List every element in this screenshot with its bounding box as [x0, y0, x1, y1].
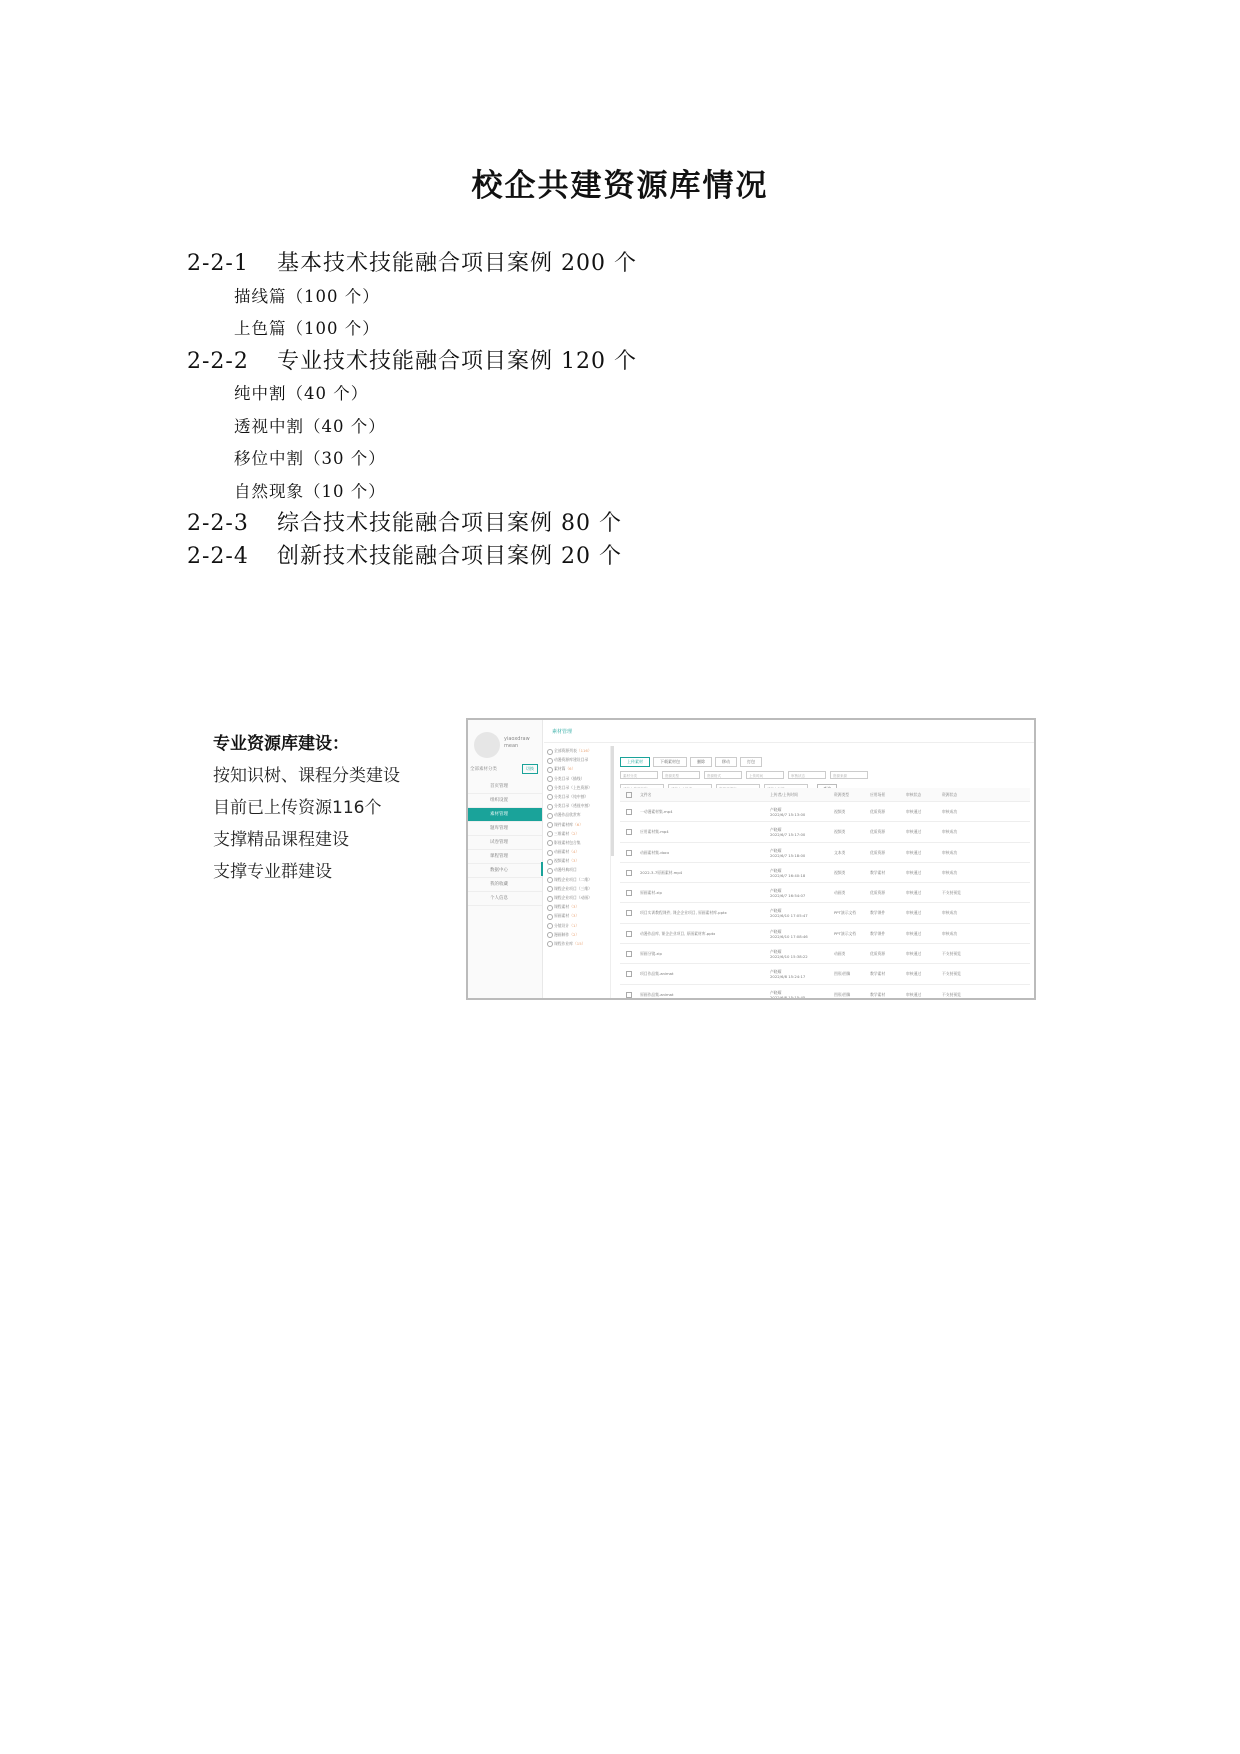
toolbar-button[interactable]: 打包	[740, 757, 762, 767]
uploader: 卢晓耀	[770, 847, 782, 853]
resource-type: 视频类	[834, 809, 846, 814]
audit-status: 审核通过	[906, 930, 922, 936]
resource-status: 审核成功	[942, 869, 958, 875]
tree-item[interactable]	[544, 902, 610, 911]
uploader: 卢晓耀	[770, 969, 782, 975]
row-checkbox[interactable]	[626, 951, 632, 957]
tree-item[interactable]: 课程企业项目（二维）	[544, 875, 610, 884]
table-row[interactable]	[620, 843, 1030, 863]
sidebar-menu-item[interactable]: 我的收藏	[468, 878, 542, 892]
resource-status: 审核成功	[942, 829, 958, 835]
uploader-cell	[770, 929, 808, 939]
tree-item-label: 课程素材	[554, 904, 570, 910]
uploader: 卢晓耀	[770, 827, 782, 833]
tree-item[interactable]	[544, 856, 610, 865]
uploader-cell	[770, 848, 805, 858]
audit-status: 审核通过	[906, 890, 922, 896]
resource-status: 审核成功	[942, 910, 958, 916]
audit-status: 审核通过	[906, 951, 922, 957]
sidebar-menu-item[interactable]: 个人信息	[468, 892, 542, 906]
resource-status: 审核成功	[942, 930, 958, 936]
sidebar-menu-item[interactable]: 题库管理	[468, 822, 542, 836]
tree-item[interactable]: 分类目录（透视中割）	[544, 801, 610, 810]
sidebar-menu-item[interactable]: 课程管理	[468, 850, 542, 864]
application-scene: 优质资源	[870, 809, 886, 814]
uploader: 卢晓耀	[770, 928, 782, 934]
row-checkbox[interactable]	[626, 971, 632, 977]
sub-item: 纯中割（40 个）	[234, 384, 369, 403]
upload-time: 2022/6/7 15:17:00	[770, 832, 806, 838]
figure-caption-block	[213, 728, 400, 888]
tree-item[interactable]: 动漫作品欣赏库	[544, 810, 610, 819]
application-scene: 教学课件	[870, 930, 886, 936]
table-row[interactable]	[620, 883, 1030, 903]
resource-type: 动画类	[834, 890, 846, 896]
resource-table	[620, 788, 1030, 1000]
column-header: 资源状态	[942, 792, 958, 797]
tree-item-label: 原画素材	[554, 913, 570, 919]
sub-item: 移位中割（30 个）	[234, 449, 386, 468]
section-heading: 综合技术技能融合项目案例 80 个	[277, 511, 622, 536]
sidebar-menu-item[interactable]: 数据中心	[468, 864, 542, 878]
uploader-cell	[770, 868, 805, 878]
toolbar-button[interactable]: 删除	[690, 757, 712, 767]
section-2-2-3	[187, 508, 637, 541]
upload-time: 2022/6/7 15:13:00	[770, 812, 806, 817]
section-2-2-2	[187, 346, 637, 509]
breadcrumb-current[interactable]: 素材管理	[552, 729, 573, 735]
sub-item: 描线篇（100 个）	[234, 286, 380, 306]
audit-status: 审核通过	[906, 849, 922, 855]
audit-status: 审核通过	[906, 971, 922, 977]
tree-item-label: 视频素材	[554, 858, 570, 864]
application-scene: 教学素材	[870, 869, 886, 875]
resource-system-screenshot	[466, 718, 1036, 1000]
sub-item: 自然现象（10 个）	[234, 481, 386, 501]
uploader-cell	[770, 990, 805, 1000]
uploader: 卢晓耀	[770, 867, 782, 873]
file-name[interactable]: 应用素材集.mp4	[640, 829, 669, 835]
uploader: 卢晓耀	[770, 949, 782, 955]
column-header: 上传者/上传时间	[770, 792, 798, 797]
filter-select[interactable]: 资源来源	[830, 771, 868, 779]
section-heading: 基本技术技能融合项目案例 200 个	[277, 251, 637, 276]
file-name[interactable]: 项目作品集.animat	[640, 971, 674, 977]
upload-time: 2022/6/7 16:40:18	[770, 872, 806, 878]
document-title: 校企共建资源库情况	[471, 168, 769, 204]
resource-type: PPT演示文档	[834, 910, 857, 916]
filter-select[interactable]: 资源格式	[704, 771, 742, 779]
upload-time: 2022/6/10 17:08:46	[770, 933, 808, 939]
tree-item-label: 漫画制作	[554, 931, 570, 937]
resource-status: 审核成功	[942, 849, 958, 855]
sidebar-menu	[468, 780, 542, 906]
table-row[interactable]	[620, 903, 1030, 923]
resource-status: 审核成功	[942, 809, 958, 814]
switch-button[interactable]: 切换	[522, 764, 538, 774]
row-checkbox[interactable]	[626, 809, 632, 815]
file-name[interactable]: 原画作品集.animat	[640, 991, 674, 997]
sub-item: 透视中割（40 个）	[234, 416, 386, 436]
figure-line: 支撑专业群建设	[213, 862, 332, 882]
section-number: 2-2-2	[187, 348, 249, 374]
tree-item-count: （6）	[565, 766, 576, 772]
sidebar-menu-item[interactable]: 试卷管理	[468, 836, 542, 850]
tree-item[interactable]: 分类目录（纯中割）	[544, 792, 610, 801]
tree-item[interactable]	[544, 829, 610, 838]
figure-line: 按知识树、课程分类建设	[213, 766, 400, 786]
uploader: 卢晓耀	[770, 908, 782, 914]
column-header: 资源类型	[834, 792, 850, 797]
tree-item[interactable]	[544, 921, 610, 930]
table-row[interactable]	[620, 944, 1030, 964]
filter-select[interactable]: 审核状态	[788, 771, 826, 779]
tree-item-label: 动画素材	[554, 849, 570, 855]
outline	[187, 248, 637, 573]
filter-select[interactable]: 素材分类	[620, 771, 658, 779]
tree-item-count: （1）	[569, 922, 580, 928]
resource-panel	[616, 744, 1034, 1000]
audit-status: 审核通过	[906, 869, 922, 875]
tree-item-count: （4）	[569, 849, 580, 855]
app-sidebar	[468, 720, 543, 998]
file-name[interactable]: 动画素材集.docx	[640, 849, 670, 855]
toolbar-button[interactable]: 上传素材	[620, 757, 650, 767]
filter-select[interactable]: 上传时间	[746, 771, 784, 779]
uploader-cell	[770, 969, 805, 979]
application-scene: 优质资源	[870, 829, 886, 835]
tree-item-label: 分镜设计	[554, 922, 570, 928]
section-number: 2-2-4	[187, 543, 249, 569]
column-header: 审核状态	[906, 792, 922, 797]
file-name[interactable]: 动漫作品库, 课企企业项目, 原画素材库.pptx	[640, 930, 716, 936]
tree-item-label: 课程作业库	[554, 940, 573, 946]
username: yiaoxdraw	[504, 736, 530, 742]
section-2-2-1	[187, 248, 637, 346]
section-number: 2-2-1	[187, 251, 249, 276]
row-checkbox[interactable]	[626, 829, 632, 835]
uploader: 卢晓耀	[770, 888, 782, 894]
section-2-2-4	[187, 541, 637, 574]
application-scene: 教学素材	[870, 971, 886, 977]
table-row[interactable]	[620, 924, 1030, 944]
sidebar-menu-item[interactable]: 素材管理	[468, 808, 542, 822]
tree-item-count: （3）	[569, 904, 580, 910]
resource-type: PPT演示文档	[834, 930, 857, 936]
file-name[interactable]: 原画分镜.zip	[640, 951, 662, 957]
figure-line: 目前已上传资源116个	[213, 798, 382, 818]
resource-status: 不支持预览	[942, 991, 961, 997]
section-heading: 专业技术技能融合项目案例 120 个	[277, 348, 637, 374]
tree-item[interactable]: 课程企业项目（动画）	[544, 893, 610, 902]
figure-line: 支撑精品课程建设	[213, 830, 349, 850]
resource-type: 视频类	[834, 869, 846, 875]
resource-status: 不支持预览	[942, 951, 961, 957]
uploader-cell	[770, 827, 805, 837]
table-row[interactable]	[620, 822, 1030, 842]
section-heading: 创新技术技能融合项目案例 20 个	[277, 543, 622, 569]
application-scene: 优质资源	[870, 849, 886, 855]
tree-item[interactable]: 分类目录（描线）	[544, 774, 610, 783]
application-scene: 优质资源	[870, 951, 886, 957]
tree-item[interactable]: 分类目录（上色资源）	[544, 783, 610, 792]
tree-item-count: （116）	[576, 748, 592, 753]
audit-status: 审核通过	[906, 809, 922, 814]
sidebar-menu-item[interactable]: 首页管理	[468, 780, 542, 794]
uploader: 卢晓耀	[770, 807, 782, 812]
sidebar-label: 全部素材分类	[470, 767, 497, 772]
file-name[interactable]: 一动漫素材集.mp4	[640, 809, 673, 814]
select-all-checkbox[interactable]	[626, 792, 632, 798]
tree-item[interactable]	[544, 820, 610, 829]
tree-item[interactable]	[544, 764, 610, 773]
resource-status: 不支持预览	[942, 971, 961, 977]
username-sub: mean	[504, 743, 519, 749]
upload-time: 2022/6/7 16:54:07	[770, 893, 806, 899]
tree-item-label: 课件素材库	[554, 821, 573, 827]
uploader-cell	[770, 807, 805, 817]
audit-status: 审核通过	[906, 991, 922, 997]
resource-type: 图形/图像	[834, 971, 851, 977]
tree-item[interactable]: 课程企业项目（三维）	[544, 884, 610, 893]
upload-time: 2022/6/7 15:18:00	[770, 852, 806, 858]
tree-item[interactable]: 动漫资源库建设目录	[544, 755, 610, 764]
tree-item-count: （15）	[572, 940, 586, 946]
section-number: 2-2-3	[187, 511, 249, 536]
row-checkbox[interactable]	[626, 910, 632, 916]
table-row[interactable]	[620, 863, 1030, 883]
uploader-cell	[770, 949, 808, 959]
active-indicator	[541, 862, 543, 876]
upload-time: 2022/6/10 17:05:47	[770, 913, 808, 919]
tree-scrollbar[interactable]	[611, 746, 614, 856]
tree-item-label: 素材篇	[554, 766, 566, 772]
tree-item[interactable]	[544, 746, 610, 755]
upload-time: 2022/6/8 15:24:17	[770, 974, 806, 980]
column-header: 文件名	[640, 792, 652, 797]
tree-item-label: 三维素材	[554, 830, 570, 836]
upload-time: 2022/6/10 15:38:22	[770, 954, 808, 960]
table-row[interactable]	[620, 802, 1030, 822]
file-name[interactable]: 项目实训教程课件, 课企企业项目, 原画素材库.pptx	[640, 910, 727, 916]
uploader: 卢晓耀	[770, 989, 782, 995]
resource-type: 图形/图像	[834, 991, 851, 997]
application-scene: 教学素材	[870, 991, 886, 997]
avatar	[474, 732, 500, 758]
tree-item[interactable]	[544, 939, 610, 948]
uploader-cell	[770, 908, 808, 918]
tree-item[interactable]	[544, 847, 610, 856]
sub-item: 上色篇（100 个）	[234, 319, 380, 338]
category-tree	[544, 746, 611, 1000]
table-row[interactable]	[620, 985, 1030, 1000]
row-checkbox[interactable]	[626, 931, 632, 937]
application-scene: 教学课件	[870, 910, 886, 916]
filter-select[interactable]: 资源类型	[662, 771, 700, 779]
tree-item[interactable]	[544, 930, 610, 939]
toolbar-button[interactable]: 下载素材包	[653, 757, 687, 767]
row-checkbox[interactable]	[626, 870, 632, 876]
figure-heading: 专业资源库建设：	[213, 734, 349, 754]
tree-item-count: （3）	[569, 858, 580, 864]
table-row[interactable]	[620, 964, 1030, 984]
audit-status: 审核通过	[906, 910, 922, 916]
file-name[interactable]: 2022-3-7原画素材.mp4	[640, 869, 683, 875]
tree-item[interactable]: 动漫经典项目	[544, 865, 610, 874]
resource-status: 不支持预览	[942, 890, 961, 896]
tree-item-count: （3）	[569, 913, 580, 919]
row-checkbox[interactable]	[626, 890, 632, 896]
uploader-cell	[770, 888, 805, 898]
tree-item[interactable]: 影视素材包合集	[544, 838, 610, 847]
toolbar-button[interactable]: 移动	[715, 757, 737, 767]
upload-time: 2022/6/8 15:15:45	[770, 994, 806, 1000]
resource-type: 视频类	[834, 829, 846, 835]
resource-type: 动画类	[834, 951, 846, 957]
tree-item-count: （2）	[569, 830, 580, 836]
audit-status: 审核通过	[906, 829, 922, 835]
row-checkbox[interactable]	[626, 850, 632, 856]
tree-item[interactable]	[544, 911, 610, 920]
tree-item-label: 全部资源列表	[554, 748, 577, 753]
column-header: 应用场景	[870, 792, 886, 797]
file-name[interactable]: 原画素材.zip	[640, 890, 662, 896]
resource-type: 文本类	[834, 849, 846, 855]
tree-item-count: （2）	[569, 931, 580, 937]
application-scene: 优质资源	[870, 890, 886, 896]
sidebar-menu-item[interactable]: 组织设置	[468, 794, 542, 808]
row-checkbox[interactable]	[626, 992, 632, 998]
breadcrumb	[544, 720, 1034, 743]
table-header	[620, 788, 1030, 802]
tree-item-count: （6）	[572, 821, 583, 827]
